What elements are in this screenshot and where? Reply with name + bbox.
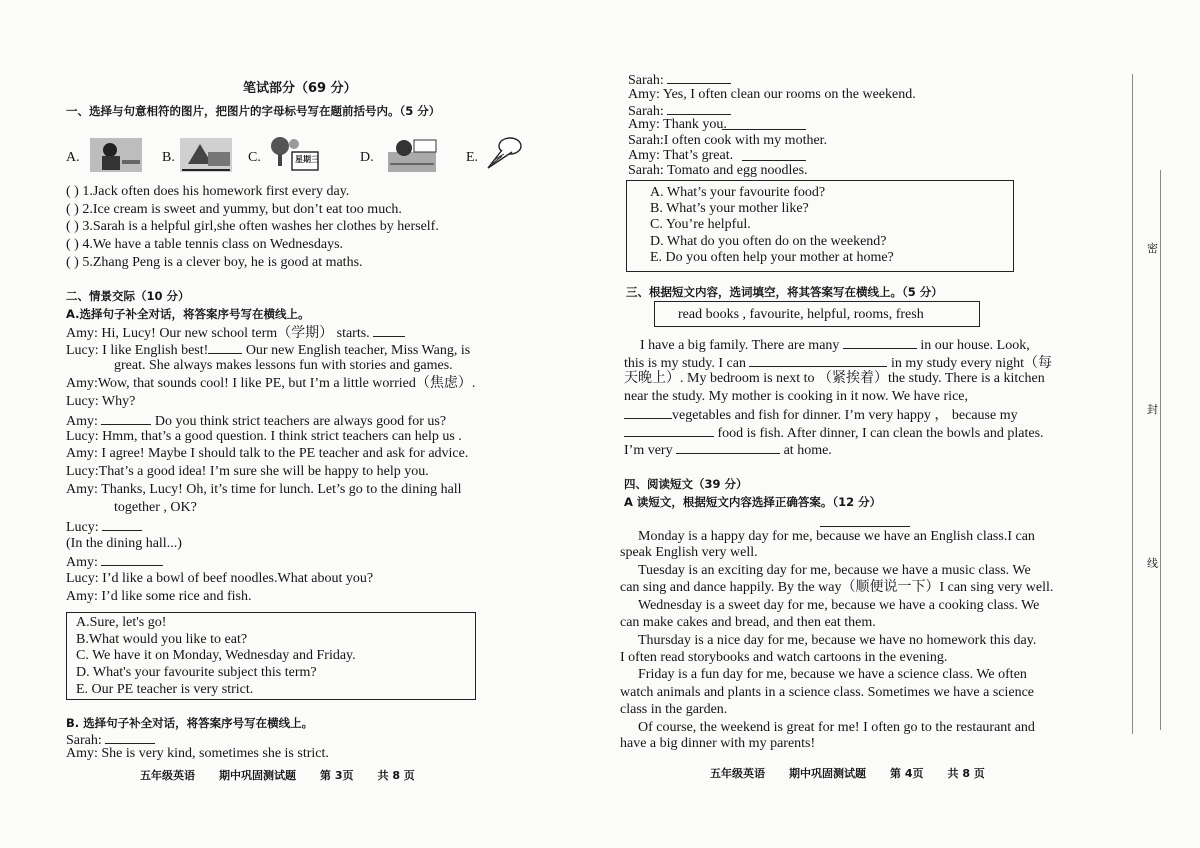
section-2a-instruction: A.选择句子补全对话，将答案序号写在横线上。 xyxy=(66,307,310,321)
dialog-line: Lucy:That’s a good idea! I’m sure she will be happy to help you. xyxy=(66,464,429,479)
reading-line: Thursday is a nice day for me, because we have no homework this day. xyxy=(638,633,1037,648)
passage-line: this is my study. I can xyxy=(624,356,746,371)
right-page xyxy=(618,0,1118,800)
answer-blank[interactable] xyxy=(749,354,887,367)
ice-cream-picture xyxy=(484,134,524,174)
answer-blank[interactable] xyxy=(105,731,155,744)
dialog-line: Amy: xyxy=(66,555,98,570)
page-footer: 五年级英语 期中巩固测试题 第 4页 共 8 页 xyxy=(710,767,985,780)
reading-line: can make cakes and bread, and then eat them. xyxy=(620,615,876,630)
left-page xyxy=(58,0,558,800)
passage-line: in my study every night（每 xyxy=(890,356,1052,371)
dialog-line: (In the dining hall...) xyxy=(66,536,182,551)
dialog-line: Amy: Thank you. xyxy=(628,117,727,132)
dialog-line: Lucy: I like English best! xyxy=(66,343,209,358)
answer-blank[interactable] xyxy=(667,102,731,115)
dialog-line: Amy: She is very kind, sometimes she is strict. xyxy=(66,746,329,761)
answer-blank[interactable] xyxy=(667,71,731,84)
option-d: D. What do you often do on the weekend? xyxy=(650,234,887,249)
calendar-label: 星期三 xyxy=(295,155,319,164)
section-2b-instruction: B. 选择句子补全对话，将答案序号写在横线上。 xyxy=(66,716,314,730)
reading-line: Monday is a happy day for me, because we have an English class.I can xyxy=(638,529,1035,544)
boy-maths-picture xyxy=(384,134,440,174)
word-box-words: read books , favourite, helpful, rooms, fresh xyxy=(678,307,924,322)
section-3-heading: 三、根据短文内容，选词填空，将其答案写在横线上。（5 分） xyxy=(626,285,943,299)
passage-line: 天晚上）. My bedroom is next to （紧挨着）the study. There is a kitchen xyxy=(624,371,1045,386)
dialog-line: Lucy: xyxy=(66,520,99,535)
dialog-line: Amy: I agree! Maybe I should talk to the PE teacher and ask for advice. xyxy=(66,446,469,461)
reading-line: Friday is a fun day for me, because we have a science class. We often xyxy=(638,667,1027,682)
title-blank[interactable] xyxy=(820,514,910,527)
option-d: D. What's your favourite subject this term? xyxy=(76,665,317,680)
passage-line: food is fish. After dinner, I can clean the bowls and plates. xyxy=(717,426,1044,441)
dialog-line: Sarah: xyxy=(628,104,664,119)
section-1-heading: 一、选择与句意相符的图片，把图片的字母标号写在题前括号内。（5 分） xyxy=(66,104,441,118)
dialog-line: Amy: xyxy=(66,414,98,429)
option-b: B.What would you like to eat? xyxy=(76,632,248,647)
option-c: C. You’re helpful. xyxy=(650,217,751,232)
dialog-line: Amy: Thanks, Lucy! Oh, it’s time for lunch. Let’s go to the dining hall xyxy=(66,482,462,497)
option-letter-e: E. xyxy=(466,150,479,165)
binding-line xyxy=(1132,74,1133,734)
girl-washing-picture xyxy=(178,134,234,174)
reading-line: I often read storybooks and watch cartoons in the evening. xyxy=(620,650,948,665)
binding-mark: 封 xyxy=(1147,403,1158,416)
dialog-line: Lucy: I’d like a bowl of beef noodles.What about you? xyxy=(66,571,374,586)
dialog-line: together , OK? xyxy=(114,500,197,515)
option-b: B. What’s your mother like? xyxy=(650,201,809,216)
option-e: E. Our PE teacher is very strict. xyxy=(76,682,254,697)
dialog-line: Amy: I’d like some rice and fish. xyxy=(66,589,252,604)
option-a: A. What’s your favourite food? xyxy=(650,185,826,200)
binding-mark: 线 xyxy=(1147,557,1158,570)
section-2-heading: 二、情景交际（10 分） xyxy=(66,289,190,303)
reading-line: watch animals and plants in a science class. Sometimes we have a science xyxy=(620,685,1035,700)
section-4-heading: 四、阅读短文（39 分） xyxy=(624,477,748,491)
passage-line: near the study. My mother is cooking in it now. We have rice, xyxy=(624,389,968,404)
answer-blank[interactable] xyxy=(624,424,714,437)
reading-line: class in the garden. xyxy=(620,702,728,717)
dialog-line: Sarah:I often cook with my mother. xyxy=(628,133,828,148)
option-a: A.Sure, let's go! xyxy=(76,615,167,630)
answer-blank[interactable] xyxy=(722,117,806,130)
passage-line: I’m very xyxy=(624,443,673,458)
reading-line: Wednesday is a sweet day for me, because we have a cooking class. We xyxy=(638,598,1040,613)
reading-line: Of course, the weekend is great for me! I often go to the restaurant and xyxy=(638,720,1035,735)
dialog-line: Do you think strict teachers are always good for us? xyxy=(154,414,447,429)
answer-blank[interactable] xyxy=(676,441,780,454)
dialog-line: great. She always makes lessons fun with stories and games. xyxy=(114,358,453,373)
option-letter-d: D. xyxy=(360,150,374,165)
option-letter-c: C. xyxy=(248,150,261,165)
dialog-line: Amy:Wow, that sounds cool! I like PE, but I’m a little worried（焦虑）. xyxy=(66,376,476,391)
passage-line: I have a big family. There are many xyxy=(640,338,840,353)
answer-blank[interactable] xyxy=(843,336,917,349)
option-letter-b: B. xyxy=(162,150,175,165)
page-title: 笔试部分（69 分） xyxy=(243,81,357,96)
dialog-line: Lucy: Why? xyxy=(66,394,136,409)
dialog-line: Our new English teacher, Miss Wang, is xyxy=(245,343,471,358)
binding-line-outer xyxy=(1160,170,1161,730)
s1-item-3: ( ) 3.Sarah is a helpful girl,she often washes her clothes by herself. xyxy=(66,219,439,234)
dialog-line: Sarah: xyxy=(628,73,664,88)
option-letter-a: A. xyxy=(66,150,80,165)
s1-item-5: ( ) 5.Zhang Peng is a clever boy, he is good at maths. xyxy=(66,255,363,270)
dialog-line: Lucy: Hmm, that’s a good question. I think strict teachers can help us . xyxy=(66,429,462,444)
binding-mark: 密 xyxy=(1147,242,1158,255)
answer-blank[interactable] xyxy=(208,341,242,354)
boy-homework-picture xyxy=(88,134,144,174)
s1-item-1: ( ) 1.Jack often does his homework first every day. xyxy=(66,184,350,199)
page-footer: 五年级英语 期中巩固测试题 第 3页 共 8 页 xyxy=(140,769,415,782)
reading-line: have a big dinner with my parents! xyxy=(620,736,816,751)
reading-line: can sing and dance happily. By the way（顺便说一下）I can sing very well. xyxy=(620,580,1054,595)
option-e: E. Do you often help your mother at home? xyxy=(650,250,894,265)
s1-item-2: ( ) 2.Ice cream is sweet and yummy, but don’t eat too much. xyxy=(66,202,402,217)
section-4a-instruction: A 读短文，根据短文内容选择正确答案。（12 分） xyxy=(624,495,882,509)
dialog-line: Sarah: Tomato and egg noodles. xyxy=(628,163,808,178)
answer-blank[interactable] xyxy=(102,518,142,531)
dialog-line: Sarah: xyxy=(66,733,102,748)
dialog-line: Amy: That’s great. xyxy=(628,148,734,163)
answer-blank[interactable] xyxy=(101,553,163,566)
s1-item-4: ( ) 4.We have a table tennis class on Wednesdays. xyxy=(66,237,344,252)
answer-blank[interactable] xyxy=(373,324,405,337)
answer-blank[interactable] xyxy=(742,148,806,161)
reading-line: Tuesday is an exciting day for me, because we have a music class. We xyxy=(638,563,1031,578)
passage-line: in our house. Look, xyxy=(920,338,1030,353)
dialog-line: Amy: Yes, I often clean our rooms on the weekend. xyxy=(628,87,916,102)
answer-blank[interactable] xyxy=(101,412,151,425)
answer-blank[interactable] xyxy=(624,406,672,419)
dialog-line: Amy: Hi, Lucy! Our new school term（学期） starts. xyxy=(66,326,370,341)
passage-line: vegetables and fish for dinner. I’m very happy ， because my xyxy=(672,408,1018,423)
reading-line: speak English very well. xyxy=(620,545,758,560)
passage-line: at home. xyxy=(783,443,832,458)
option-c: C. We have it on Monday, Wednesday and Friday. xyxy=(76,648,356,663)
